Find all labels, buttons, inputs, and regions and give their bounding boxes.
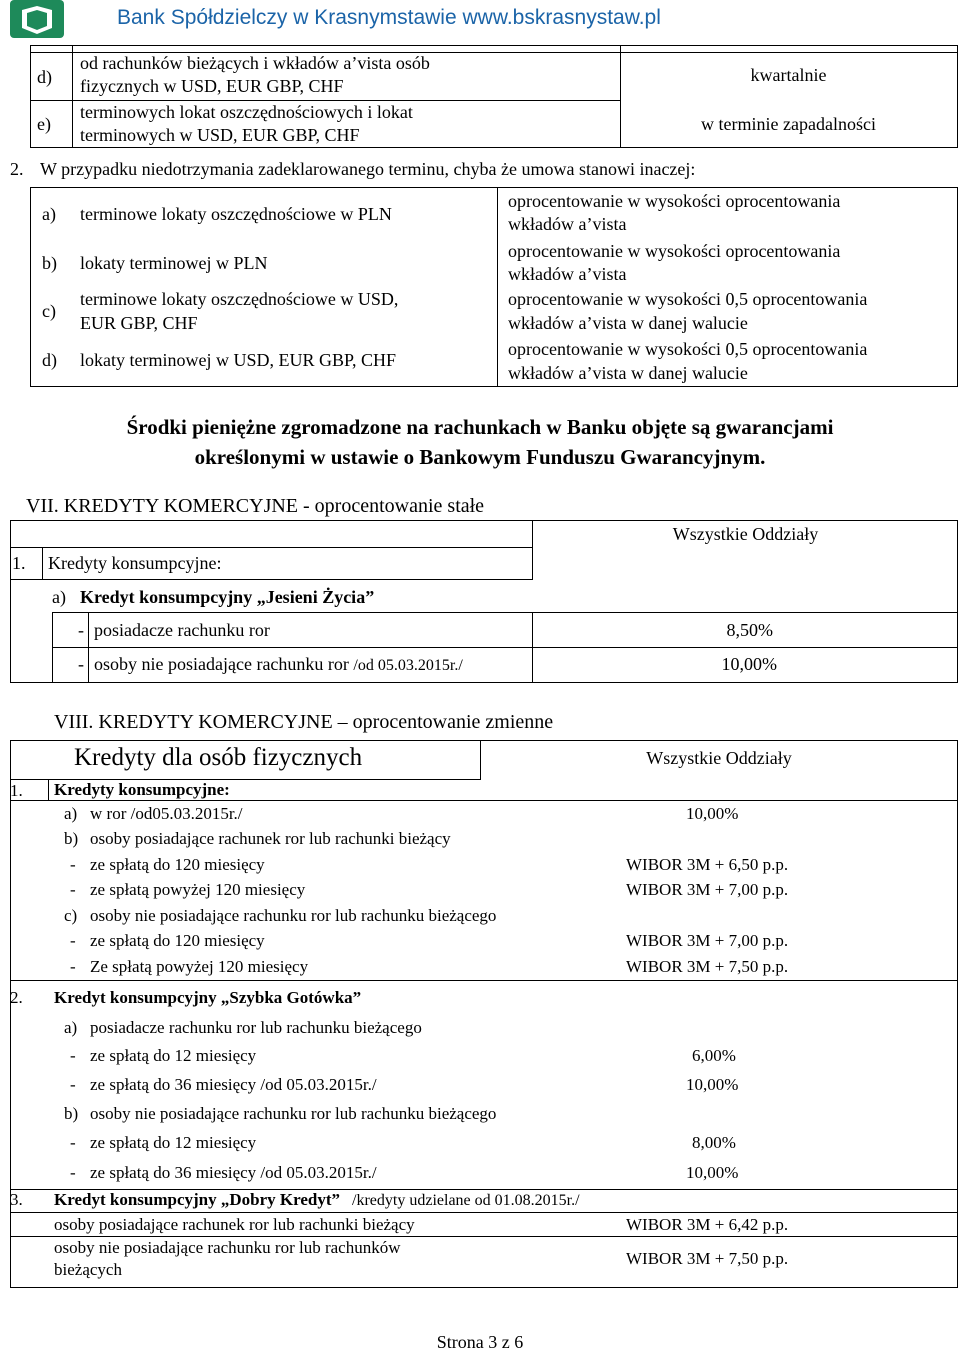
row-dash: - <box>70 957 76 976</box>
row-value: 8,00% <box>692 1133 736 1152</box>
bank-name: Bank Spółdzielczy w Krasnymstawie <box>117 6 457 29</box>
row-period: w terminie zapadalności <box>701 114 876 134</box>
row-letter: d) <box>42 350 57 370</box>
row-label: ze spłatą do 12 miesięcy <box>90 1133 257 1152</box>
row-label: Ze spłatą powyżej 120 miesięcy <box>90 957 309 976</box>
row-value: wkładów a’vista w danej walucie <box>508 363 748 383</box>
row-label: EUR GBP, CHF <box>80 313 198 333</box>
row-label: w ror /od05.03.2015r./ <box>90 804 243 823</box>
section7-title: VII. KREDYTY KOMERCYJNE - oprocentowanie stałe <box>26 495 485 517</box>
row-label: posiadacze rachunku ror <box>94 620 270 640</box>
row-num: 3. <box>10 1190 23 1209</box>
row-value: 10,00% <box>686 1075 739 1094</box>
column-header: Wszystkie Oddziały <box>672 524 819 544</box>
row-label: osoby posiadające rachunek ror lub rachunki bieżący <box>54 1215 415 1234</box>
row-letter: a) <box>64 1018 78 1037</box>
row-label: Kredyt konsumpcyjny „Szybka Gotówka” <box>54 988 362 1007</box>
row-label: ze spłatą do 12 miesięcy <box>90 1046 257 1065</box>
row-value: wkładów a’vista <box>508 264 627 284</box>
row-value: oprocentowanie w wysokości oprocentowania <box>508 241 841 261</box>
row-label: Kredyt konsumpcyjny „Dobry Kredyt” <box>54 1190 341 1209</box>
row-label: osoby posiadające rachunek ror lub rachunki bieżący <box>90 829 451 848</box>
row-value: oprocentowanie w wysokości 0,5 oprocentowania <box>508 339 868 359</box>
column-header: Wszystkie Oddziały <box>646 748 792 768</box>
row-label: osoby nie posiadające rachunku ror lub rachunku bieżącego <box>90 906 497 925</box>
row-value: oprocentowanie w wysokości oprocentowania <box>508 191 841 211</box>
row-label: osoby nie posiadające rachunku ror lub rachunku bieżącego <box>90 1104 497 1123</box>
row-dash: - <box>70 1133 76 1152</box>
table-title: Kredyty dla osób fizycznych <box>74 744 363 771</box>
row-label: posiadacze rachunku ror lub rachunku bieżącego <box>90 1018 422 1037</box>
row-label: lokaty terminowej w PLN <box>80 253 268 273</box>
row-value: WIBOR 3M + 7,50 p.p. <box>626 957 789 976</box>
row-letter: a) <box>64 804 78 823</box>
row-value: WIBOR 3M + 6,42 p.p. <box>626 1215 789 1234</box>
row-letter: d) <box>37 67 52 87</box>
item-number: 1. <box>12 553 26 573</box>
row-dash: - <box>70 855 76 874</box>
item-label: Kredyty konsumpcyjne: <box>48 553 222 573</box>
row-label: od rachunków bieżących i wkładów a’vista osób <box>80 53 430 73</box>
row-label: terminowe lokaty oszczędnościowe w USD, <box>80 289 399 309</box>
row-note: /kredyty udzielane od 01.08.2015r./ <box>352 1192 580 1209</box>
row-letter: b) <box>64 1104 79 1123</box>
row-label: ze spłatą do 120 miesięcy <box>90 855 265 874</box>
row-letter: c) <box>64 906 78 925</box>
section2-heading: W przypadku niedotrzymania zadeklarowanego terminu, chyba że umowa stanowi inaczej: <box>40 159 696 179</box>
row-period: kwartalnie <box>750 65 827 85</box>
guarantee-notice-line2: określonymi w ustawie o Bankowym Funduszu Gwarancyjnym. <box>194 445 766 469</box>
row-label: ze spłatą do 120 miesięcy <box>90 931 265 950</box>
row-label: ze spłatą do 36 miesięcy /od 05.03.2015r./ <box>90 1163 377 1182</box>
row-value: WIBOR 3M + 6,50 p.p. <box>626 855 789 874</box>
row-dash: - <box>78 654 84 674</box>
row-dash: - <box>70 931 76 950</box>
guarantee-notice-line1: Środki pieniężne zgromadzone na rachunkach w Banku objęte są gwarancjami <box>126 415 834 439</box>
row-dash: - <box>70 1163 76 1182</box>
row-letter: e) <box>37 114 51 134</box>
row-label: terminowe lokaty oszczędnościowe w PLN <box>80 204 392 224</box>
row-value: 10,00% <box>686 1163 739 1182</box>
row-label: lokaty terminowej w USD, EUR GBP, CHF <box>80 350 397 370</box>
row-value: WIBOR 3M + 7,00 p.p. <box>626 931 789 950</box>
row-letter: a) <box>42 204 56 224</box>
row-dash: - <box>70 1075 76 1094</box>
row-value: 8,50% <box>726 620 773 640</box>
row-note: /od 05.03.2015r./ <box>353 657 463 674</box>
row-label: terminowych lokat oszczędnościowych i lokat <box>80 102 413 122</box>
header-title <box>117 6 661 30</box>
row-value: oprocentowanie w wysokości 0,5 oprocentowania <box>508 289 868 309</box>
section2-number: 2. <box>10 159 24 179</box>
sub-letter: a) <box>52 587 66 607</box>
row-label: terminowych w USD, EUR GBP, CHF <box>80 125 360 145</box>
row-value: wkładów a’vista <box>508 214 627 234</box>
bank-logo-icon <box>0 0 70 40</box>
row-value: 10,00% <box>686 804 739 823</box>
row-value: 6,00% <box>692 1046 736 1065</box>
row-value: wkładów a’vista w danej walucie <box>508 313 748 333</box>
row-letter: c) <box>42 301 56 321</box>
section8-title: VIII. KREDYTY KOMERCYJNE – oprocentowanie zmienne <box>54 711 554 733</box>
page-header <box>0 0 960 40</box>
row-value: WIBOR 3M + 7,50 p.p. <box>626 1249 789 1268</box>
row-label: fizycznych w USD, EUR GBP, CHF <box>80 76 344 96</box>
row-label: ze spłatą powyżej 120 miesięcy <box>90 880 306 899</box>
row-label: Kredyty konsumpcyjne: <box>54 780 230 799</box>
row-letter: b) <box>42 253 57 273</box>
row-dash: - <box>70 880 76 899</box>
sub-label: Kredyt konsumpcyjny „Jesieni Życia” <box>80 587 375 607</box>
row-label: osoby nie posiadające rachunku ror lub rachunków <box>54 1238 401 1257</box>
row-num: 1. <box>10 781 23 800</box>
row-num: 2. <box>10 988 23 1007</box>
row-label: ze spłatą do 36 miesięcy /od 05.03.2015r./ <box>90 1075 377 1094</box>
row-value: WIBOR 3M + 7,00 p.p. <box>626 880 789 899</box>
row-dash: - <box>70 1046 76 1065</box>
row-label: bieżących <box>54 1260 122 1279</box>
row-letter: b) <box>64 829 79 848</box>
row-value: 10,00% <box>721 654 777 674</box>
page-number: Strona 3 z 6 <box>436 1332 524 1352</box>
website-link[interactable]: www.bskrasnystaw.pl <box>462 6 661 29</box>
row-dash: - <box>78 620 84 640</box>
row-label: osoby nie posiadające rachunku ror <box>94 654 354 674</box>
